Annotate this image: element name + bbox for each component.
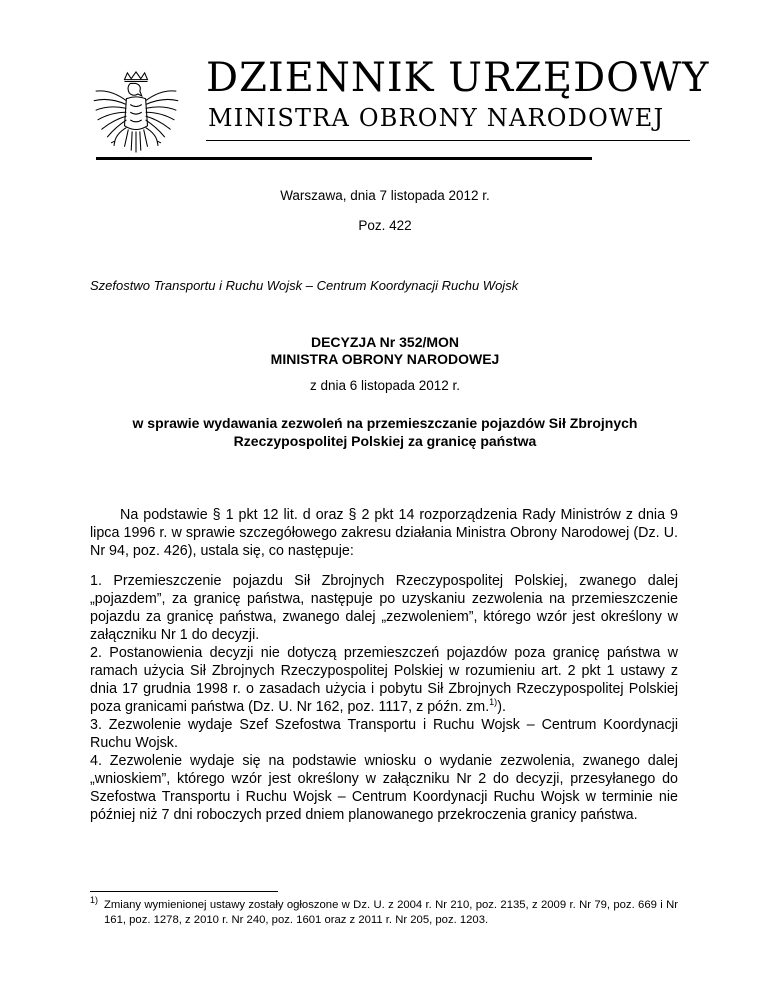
position-number: Poz. 422	[358, 218, 412, 233]
journal-subtitle: MINISTRA OBRONY NARODOWEJ	[208, 104, 665, 132]
provisions	[90, 572, 678, 824]
provision-3: 3. Zezwolenie wydaje Szef Szefostwa Transportu i Ruchu Wojsk – Centrum Koordynacji Ruchu Wojsk.	[90, 717, 678, 751]
footnote: $^{1)}$ Zmiany wymienionej ustawy zostały ogłoszone w Dz. U. z 2004 r. Nr 210, poz. 2135, z 2009 r. Nr 79, poz. 669 i Nr 161, poz. 1278, z 2010 r. Nr 240, poz. 1601 oraz z 2011 r. Nr 205, poz. 1203.	[90, 895, 678, 926]
decision-date: z dnia 6 listopada 2012 r.	[309, 378, 461, 393]
issuer: Szefostwo Transportu i Ruchu Wojsk – Centrum Koordynacji Ruchu Wojsk	[90, 278, 519, 293]
footnote-text: Zmiany wymienionej ustawy zostały ogłoszone w Dz. U. z 2004 r. Nr 210, poz. 2135, z 2009 r. Nr 79, poz. 669 i Nr 161, poz. 1278, z 2010 r. Nr 240, poz. 1601 oraz z 2011 r. Nr 205, poz. 1203.	[104, 899, 678, 926]
provision-1: 1. Przemieszczenie pojazdu Sił Zbrojnych Rzeczypospolitej Polskiej, zwanego dalej „pojazdem”, za granicę państwa, następuje po uzyskaniu zezwolenia na przemieszczenie pojazdu za granicę państwa, zwanego dalej „zezwoleniem”, którego wzór jest określony w załączniku Nr 1 do decyzji.	[90, 573, 678, 643]
eagle-emblem-icon	[88, 70, 184, 166]
decision-title	[90, 334, 680, 368]
decision-number: DECYZJA Nr 352/MON	[310, 334, 460, 350]
footnote-divider	[90, 891, 278, 892]
provision-2	[90, 644, 678, 716]
place-date: Warszawa, dnia 7 listopada 2012 r.	[280, 188, 490, 203]
preamble: Na podstawie § 1 pkt 12 lit. d oraz § 2 pkt 14 rozporządzenia Rady Ministrów z dnia 9 lipca 1996 r. w sprawie szczegółowego zakresu działania Ministra Obrony Narodowej (Dz. U. Nr 94, poz. 426), ustala się, co następuje:	[90, 507, 678, 559]
journal-title: DZIENNIK URZĘDOWY	[206, 55, 710, 101]
decision-subject	[90, 414, 680, 450]
header-divider-thin	[206, 140, 690, 141]
decision-authority: MINISTRA OBRONY NARODOWEJ	[270, 351, 500, 367]
subject-line-1: w sprawie wydawania zezwoleń na przemieszczanie pojazdów Sił Zbrojnych	[132, 415, 638, 431]
provision-2-end: ).	[497, 699, 506, 715]
header-divider-thick	[96, 157, 592, 160]
subject-line-2: Rzeczypospolitej Polskiej za granicę państwa	[233, 433, 537, 449]
footnote-reference: 1)	[489, 697, 498, 708]
provision-4: 4. Zezwolenie wydaje się na podstawie wniosku o wydanie zezwolenia, zwanego dalej „wnioskiem”, którego wzór jest określony w załączniku Nr 2 do decyzji, przesyłanego do Szefostwa Transportu i Ruchu Wojsk – Centrum Koordynacji Ruchu Wojsk w terminie nie później niż 7 dni roboczych przed dniem planowanego przekroczenia granicy państwa.	[90, 753, 678, 823]
provision-2-text: 2. Postanowienia decyzji nie dotyczą przemieszczeń pojazdów poza granicę państwa w ramach użycia Sił Zbrojnych Rzeczypospolitej Polskiej w rozumieniu art. 2 pkt 1 ustawy z dnia 17 grudnia 1998 r. o zasadach użycia i pobytu Sił Zbrojnych Rzeczypospolitej Polskiej poza granicami państwa (Dz. U. Nr 162, poz. 1117, z późn. zm.	[90, 645, 678, 715]
